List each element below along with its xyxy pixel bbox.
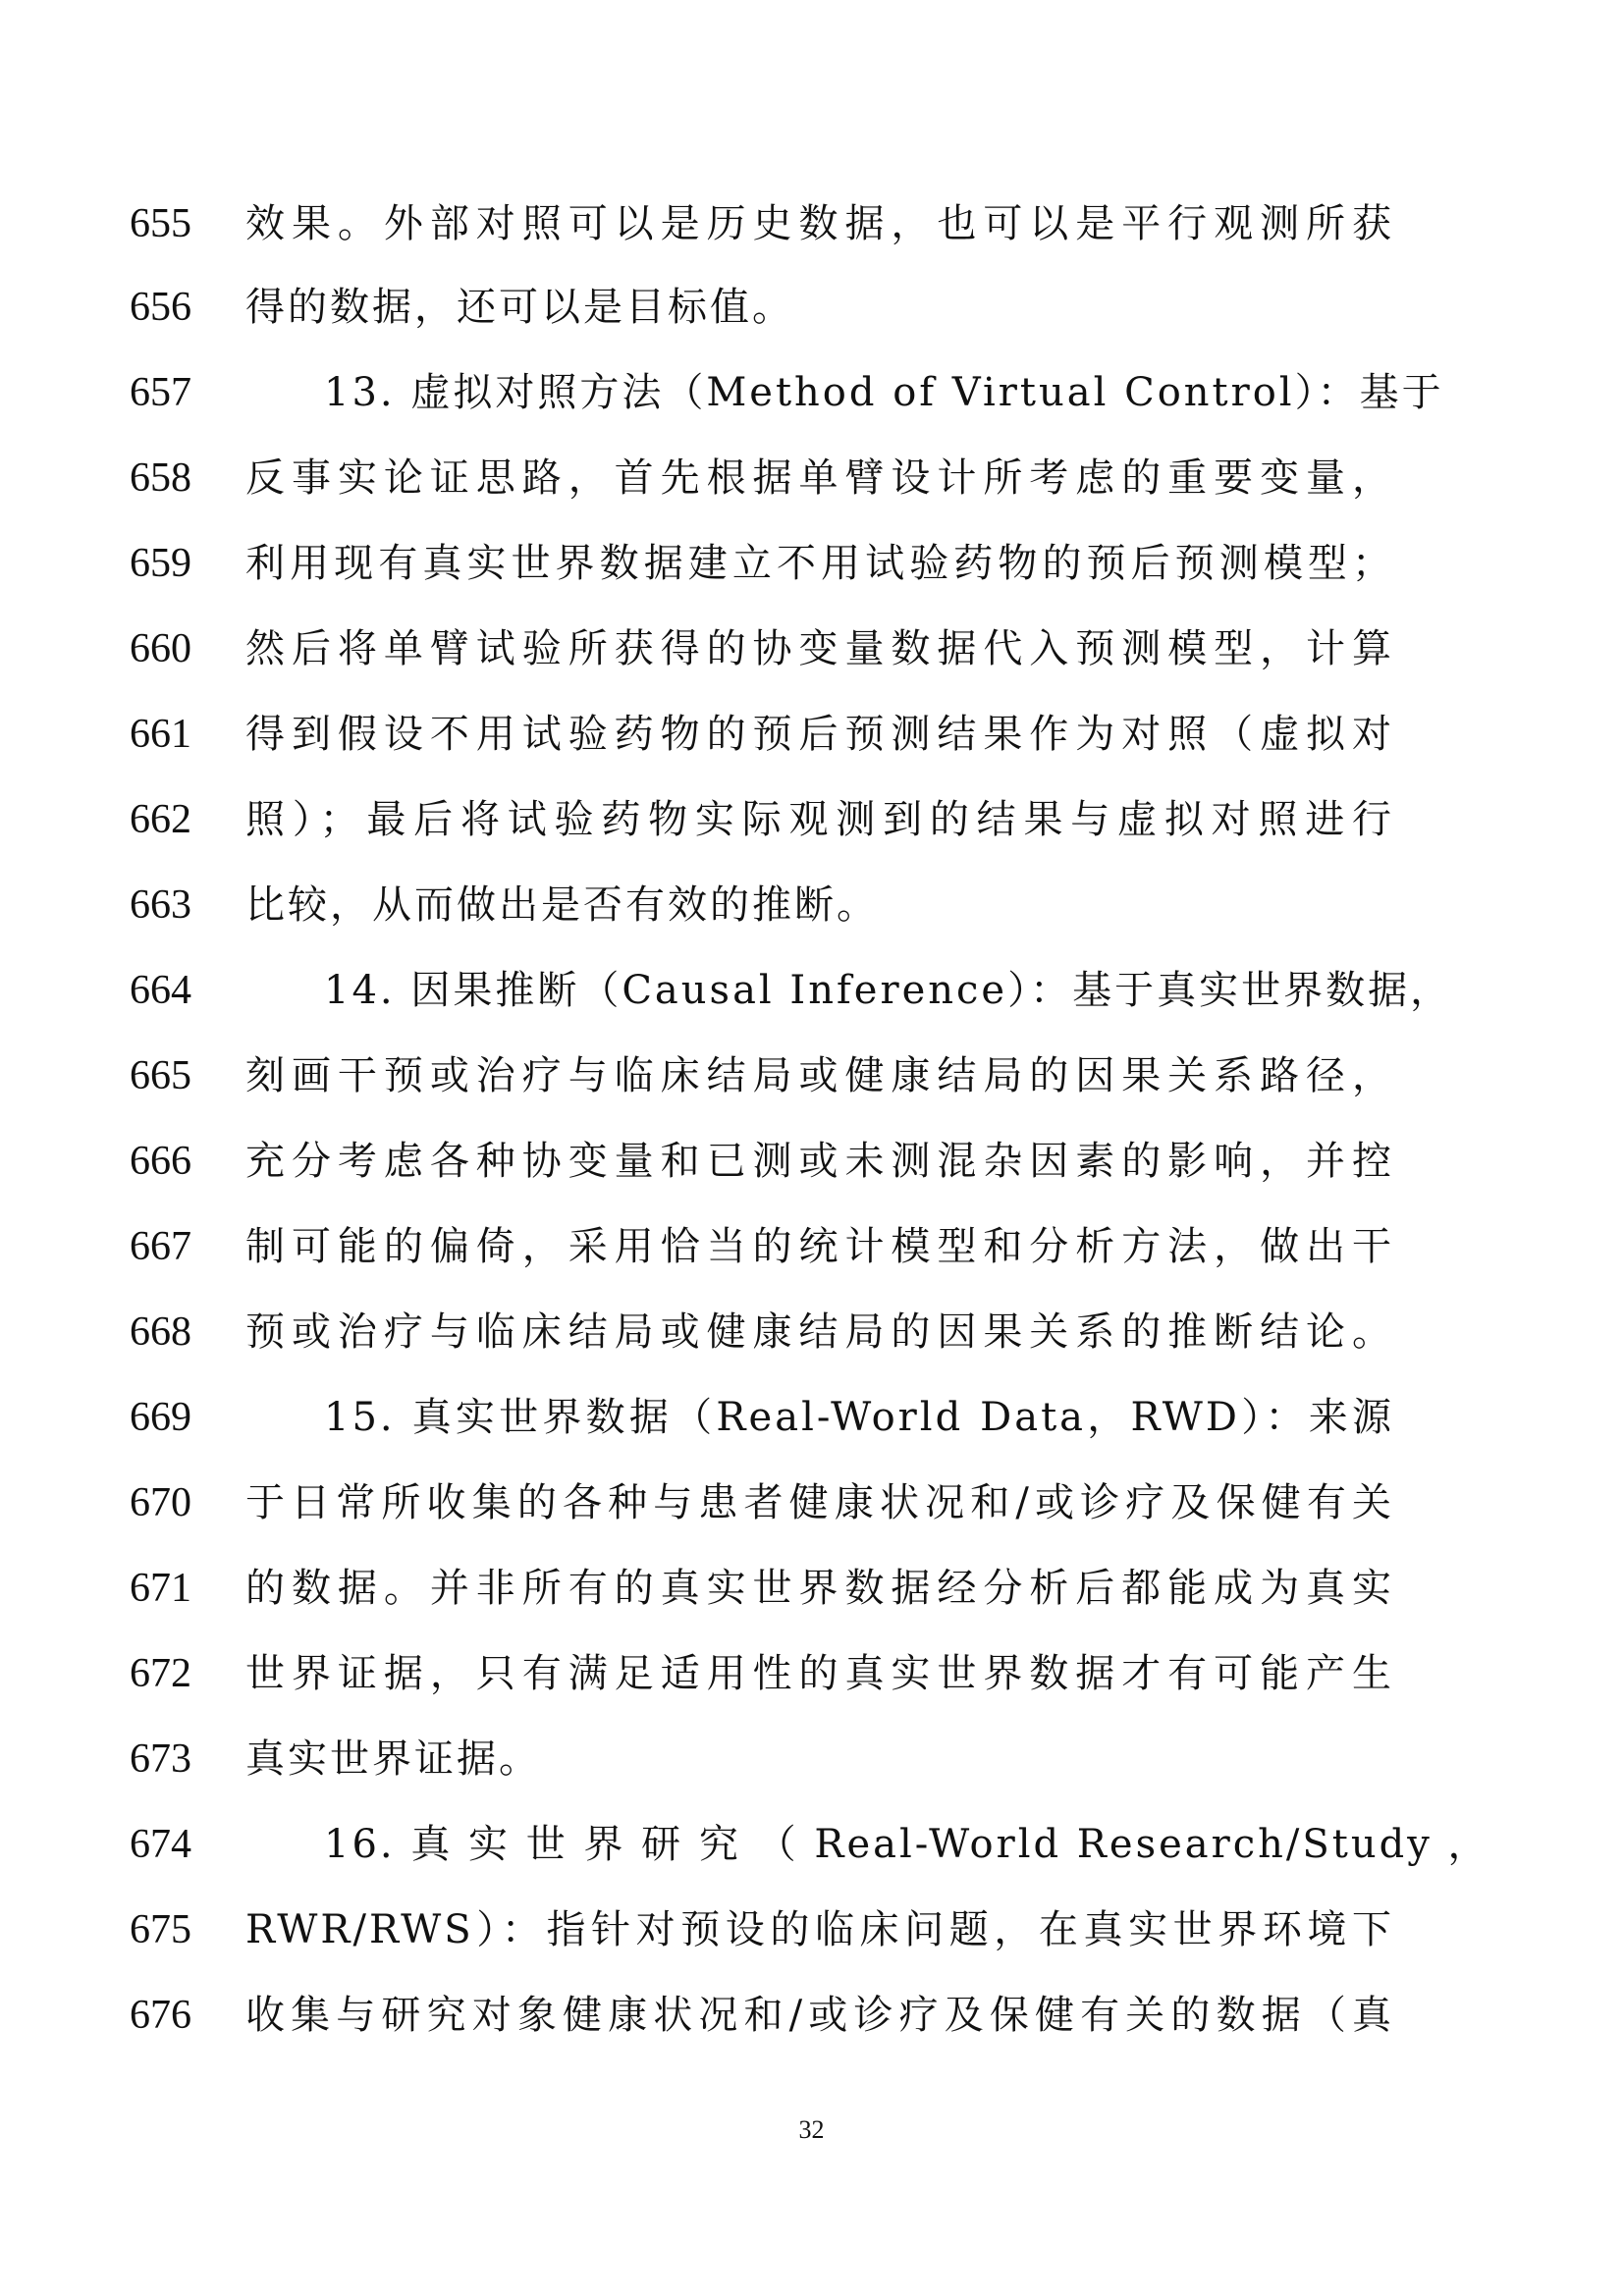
text-line: [0, 194, 1623, 253]
line-number: 675: [130, 1907, 191, 1952]
line-text: 14. 因果推断（Causal Inference）：基于真实世界数据，: [324, 968, 1453, 1013]
text-line: [0, 1815, 1623, 1874]
line-number: 669: [130, 1395, 191, 1440]
line-text: 比较，从而做出是否有效的推断。: [245, 882, 879, 928]
text-line: [0, 534, 1623, 593]
line-text: 收集与研究对象健康状况和/或诊疗及保健有关的数据（真: [245, 1993, 1394, 2038]
text-line: [0, 1730, 1623, 1789]
line-text: 充分考虑各种协变量和已测或未测混杂因素的影响，并控: [245, 1139, 1394, 1184]
line-text: 照）；最后将试验药物实际观测到的结果与虚拟对照进行: [245, 797, 1394, 842]
line-number: 663: [130, 882, 191, 928]
line-number: 676: [130, 1993, 191, 2038]
line-number: 667: [130, 1224, 191, 1269]
text-line: [0, 1900, 1623, 1959]
line-text: 然后将单臂试验所获得的协变量数据代入预测模型，计算: [245, 626, 1394, 671]
line-text: 真实世界证据。: [245, 1736, 541, 1782]
text-line: [0, 790, 1623, 849]
text-line: [0, 1644, 1623, 1703]
line-text: 预或治疗与临床结局或健康结局的因果关系的推断结论。: [245, 1309, 1394, 1355]
line-text: 世界证据，只有满足适用性的真实世界数据才有可能产生: [245, 1651, 1394, 1696]
text-line: [0, 1388, 1623, 1447]
line-number: 660: [130, 626, 191, 671]
text-line: [0, 705, 1623, 764]
line-text: 得的数据，还可以是目标值。: [245, 285, 794, 330]
line-number: 666: [130, 1139, 191, 1184]
line-text: RWR/RWS）：指针对预设的临床问题，在真实世界环境下: [245, 1907, 1394, 1952]
text-line: [0, 1986, 1623, 2045]
line-number: 662: [130, 797, 191, 842]
line-number: 664: [130, 968, 191, 1013]
line-text: 刻画干预或治疗与临床结局或健康结局的因果关系路径，: [245, 1053, 1394, 1098]
line-number: 661: [130, 712, 191, 757]
text-line: [0, 1046, 1623, 1105]
text-line: [0, 1132, 1623, 1191]
line-number: 671: [130, 1566, 191, 1611]
line-number: 657: [130, 370, 191, 415]
text-line: [0, 619, 1623, 678]
text-line: [0, 449, 1623, 507]
text-line: [0, 1217, 1623, 1276]
line-number: 672: [130, 1651, 191, 1696]
text-line: [0, 1473, 1623, 1532]
line-text: 16. 真 实 世 界 研 究 （ Real-World Research/Study ，: [324, 1822, 1490, 1867]
text-line: [0, 961, 1623, 1020]
text-line: [0, 876, 1623, 934]
text-line: [0, 1559, 1623, 1618]
line-text: 于日常所收集的各种与患者健康状况和/或诊疗及保健有关: [245, 1480, 1394, 1525]
line-number: 658: [130, 455, 191, 501]
line-text: 利用现有真实世界数据建立不用试验药物的预后预测模型；: [245, 541, 1394, 586]
text-line: [0, 363, 1623, 422]
line-text: 反事实论证思路，首先根据单臂设计所考虑的重要变量，: [245, 455, 1394, 501]
page-number: 32: [798, 2115, 825, 2144]
line-text: 制可能的偏倚，采用恰当的统计模型和分析方法，做出干: [245, 1224, 1394, 1269]
line-text: 的数据。并非所有的真实世界数据经分析后都能成为真实: [245, 1566, 1394, 1611]
line-text: 15. 真实世界数据（Real-World Data，RWD）：来源: [324, 1395, 1394, 1440]
line-number: 659: [130, 541, 191, 586]
line-number: 665: [130, 1053, 191, 1098]
line-number: 655: [130, 201, 191, 246]
line-text: 13. 虚拟对照方法（Method of Virtual Control）：基于: [324, 370, 1444, 415]
line-text: 效果。外部对照可以是历史数据，也可以是平行观测所获: [245, 201, 1394, 246]
line-number: 670: [130, 1480, 191, 1525]
line-number: 674: [130, 1822, 191, 1867]
line-number: 673: [130, 1736, 191, 1782]
line-text: 得到假设不用试验药物的预后预测结果作为对照（虚拟对: [245, 712, 1394, 757]
line-number: 668: [130, 1309, 191, 1355]
text-line: [0, 1303, 1623, 1362]
text-line: [0, 278, 1623, 337]
line-number: 656: [130, 285, 191, 330]
